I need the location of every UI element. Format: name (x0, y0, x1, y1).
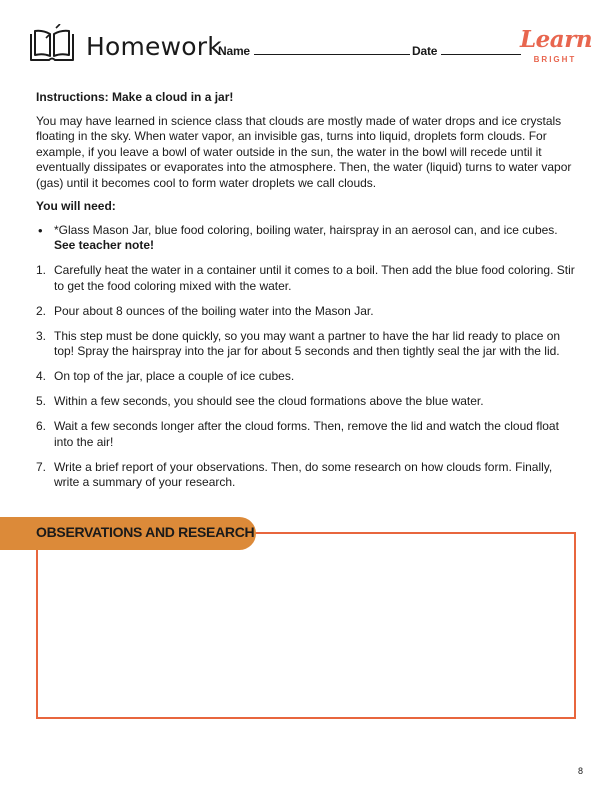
needs-heading: You will need: (36, 199, 116, 213)
step-item (36, 329, 576, 360)
step-number: 3. (36, 328, 47, 343)
step-text: Within a few seconds, you should see the cloud formations above the blue water. (54, 394, 484, 408)
teacher-note: See teacher note! (54, 238, 155, 252)
step-text: Write a brief report of your observations. Then, do some research on how clouds form. Finally, write a summary of your research. (54, 459, 553, 489)
step-number: 7. (36, 459, 47, 474)
page-number: 8 (578, 766, 584, 776)
step-number: 5. (36, 394, 47, 408)
step-item (36, 263, 576, 294)
name-field[interactable] (218, 44, 410, 58)
date-field[interactable] (412, 44, 521, 58)
step-text: Pour about 8 ounces of the boiling water into the Mason Jar. (54, 303, 374, 318)
logo-sub-text: BRIGHT (533, 55, 577, 64)
instructions-heading: Instructions: Make a cloud in a jar! (36, 90, 234, 104)
steps-list (36, 223, 576, 491)
step-item (36, 394, 576, 410)
intro-paragraph: You may have learned in science class that clouds are mostly made of water drops and ice crystals floating in the sky. When water vapor, an invisible gas, turns into liquid, droplets form clouds. For example, if you leave a bowl of water outside in the sun, the water in the bowl will recede until it eventually dissipates or evaporates into the atmosphere. Then, the water (liquid) turns to water vapor (gas) until it becomes cool to form water droplets we call clouds. (36, 113, 572, 190)
step-text: On top of the jar, place a couple of ice cubes. (54, 369, 295, 383)
instructions-content (36, 90, 576, 500)
step-item (36, 460, 576, 491)
learn-bright-logo (520, 26, 593, 70)
section-title: OBSERVATIONS AND RESEARCH (36, 524, 255, 540)
step-text: This step must be done quickly, so you may want a partner to have the har lid ready to place on top! Spray the hairspray into the jar for about 5 seconds and then tightly seal the jar with the lid. (54, 328, 561, 358)
date-line[interactable] (441, 44, 521, 55)
name-line[interactable] (254, 44, 410, 55)
page-header (28, 22, 594, 70)
bullet-icon: • (38, 222, 43, 238)
step-item (36, 419, 576, 450)
step-number: 4. (36, 369, 47, 383)
step-text: Carefully heat the water in a container until it comes to a boil. Then add the blue food coloring. Stir to get the food coloring mixed with the water. (54, 263, 575, 293)
open-book-icon (28, 24, 76, 64)
step-item (36, 369, 576, 385)
materials-item (36, 223, 576, 254)
step-number: 6. (36, 419, 47, 433)
step-number: 1. (36, 263, 47, 277)
step-text: Wait a few seconds longer after the cloud forms. Then, remove the lid and watch the cloud float into the air! (54, 419, 559, 449)
materials-text: *Glass Mason Jar, blue food coloring, boiling water, hairspray in an aerosol can, and ice cubes. (54, 222, 558, 237)
step-item (36, 304, 576, 320)
observations-answer-box[interactable] (36, 532, 576, 719)
date-label: Date (412, 44, 438, 58)
step-number: 2. (36, 303, 47, 318)
logo-main-text: Learn (520, 26, 593, 53)
homework-title: Homework (86, 32, 222, 61)
name-label: Name (218, 44, 250, 58)
